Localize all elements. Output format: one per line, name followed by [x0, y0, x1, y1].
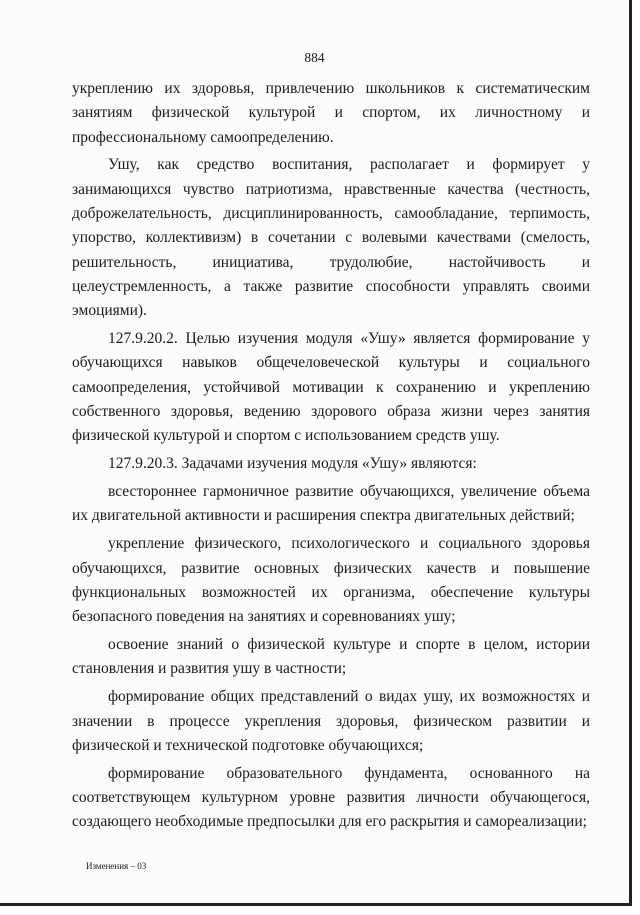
- document-body: [72, 77, 590, 838]
- list-item: всестороннее гармоничное развитие обучающихся, увеличение объема их двигательной активности и расширения спектра двигательных действий;: [72, 483, 590, 525]
- page-number: 884: [304, 50, 325, 65]
- revision-footer: Изменения – 03: [86, 861, 147, 871]
- paragraph: 127.9.20.2. Целью изучения модуля «Ушу» является формирование у обучающихся навыков общечеловеческой культуры и социального самоопределения, устойчивой мотивации к сохранению и укреплению собственного здоровья, ведению здорового образа жизни через занятия физической культурой и спортом с использованием средств ушу.: [72, 330, 590, 445]
- paragraph: Ушу, как средство воспитания, располагает и формирует у занимающихся чувство патриотизма, нравственные качества (честность, доброжелательность, дисциплинированность, самообладание, терпимость, упорство, коллективизм) в сочетании с волевыми качествами (смелость, решительность, инициатива, трудолюбие, настойчивость и целеустремленность, а также развитие способности управлять своими эмоциями).: [72, 156, 590, 320]
- list-item: освоение знаний о физической культуре и спорте в целом, истории становления и развития ушу в частности;: [72, 636, 590, 678]
- list-item: формирование образовательного фундамента, основанного на соответствующем культурном уровне развития личности обучающегося, создающего необходимые предпосылки для его раскрытия и самореализации;: [72, 764, 590, 831]
- paragraph: 127.9.20.3. Задачами изучения модуля «Ушу» являются:: [108, 455, 477, 473]
- paragraph: укреплению их здоровья, привлечению школьников к систематическим занятиям физической культурой и спортом, их личностному и профессиональному самоопределению.: [72, 80, 590, 146]
- list-item: формирование общих представлений о видах ушу, их возможностях и значении в процессе укрепления здоровья, физическом развитии и физической и технической подготовке обучающихся;: [72, 688, 590, 754]
- list-item: укрепление физического, психологического и социального здоровья обучающихся, развитие основных физических качеств и повышение функциональных возможностей их организма, обеспечение культуры безопасного поведения на занятиях и соревнованиях ушу;: [72, 535, 590, 626]
